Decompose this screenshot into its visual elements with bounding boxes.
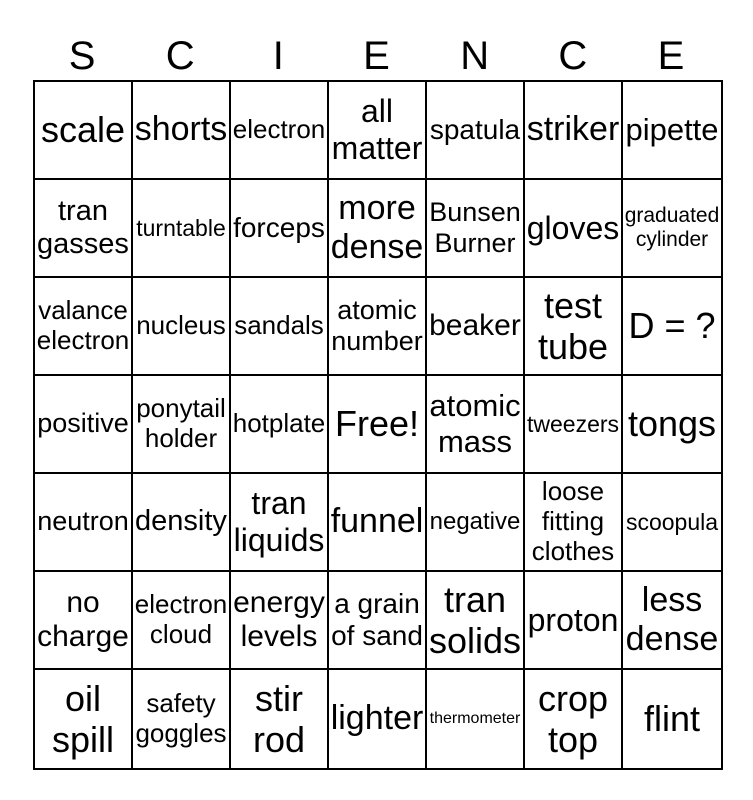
header-letter: C [165, 34, 195, 78]
bingo-cell[interactable]: gloves [525, 180, 623, 278]
bingo-cell[interactable]: atomic number [329, 278, 427, 376]
bingo-cell[interactable]: Bunsen Burner [427, 180, 525, 278]
bingo-cell[interactable]: more dense [329, 180, 427, 278]
bingo-cell[interactable]: tweezers [525, 376, 623, 474]
bingo-cell[interactable]: valance electron [35, 278, 133, 376]
header-letter: E [363, 34, 390, 78]
bingo-cell[interactable]: shorts [133, 82, 231, 180]
bingo-cell[interactable]: tran liquids [231, 474, 329, 572]
bingo-cell[interactable]: electron [231, 82, 329, 180]
bingo-cell[interactable]: density [133, 474, 231, 572]
bingo-cell[interactable]: scale [35, 82, 133, 180]
bingo-cell[interactable]: no charge [35, 572, 133, 670]
bingo-cell[interactable]: hotplate [231, 376, 329, 474]
header-letter: C [558, 34, 588, 78]
bingo-cell[interactable]: graduated cylinder [623, 180, 721, 278]
bingo-board [33, 80, 723, 770]
bingo-cell[interactable]: all matter [329, 82, 427, 180]
bingo-cell[interactable]: less dense [623, 572, 721, 670]
bingo-cell[interactable]: a grain of sand [329, 572, 427, 670]
bingo-cell[interactable]: tran solids [427, 572, 525, 670]
bingo-cell[interactable]: funnel [329, 474, 427, 572]
bingo-cell[interactable]: lighter [329, 670, 427, 768]
bingo-cell[interactable]: electron cloud [133, 572, 231, 670]
bingo-cell[interactable]: pipette [623, 82, 721, 180]
bingo-cell[interactable]: atomic mass [427, 376, 525, 474]
bingo-cell[interactable]: tongs [623, 376, 721, 474]
bingo-cell[interactable]: flint [643, 698, 701, 740]
header-letter: E [657, 34, 685, 78]
bingo-cell[interactable]: stir rod [231, 670, 329, 768]
bingo-cell[interactable]: forceps [231, 180, 329, 278]
bingo-cell[interactable]: striker [525, 82, 623, 180]
bingo-cell[interactable]: scoopula [623, 474, 721, 572]
bingo-cell[interactable]: test tube [525, 278, 623, 376]
bingo-cell[interactable]: spatula [427, 82, 525, 180]
bingo-cell[interactable]: D = ? [623, 278, 721, 376]
bingo-cell[interactable]: turntable [133, 180, 231, 278]
bingo-cell[interactable]: safety goggles [133, 670, 231, 768]
bingo-cell[interactable]: ponytail holder [133, 376, 231, 474]
bingo-cell[interactable]: proton [525, 572, 623, 670]
header-letter: N [460, 34, 490, 78]
bingo-cell[interactable]: energy levels [231, 572, 329, 670]
bingo-cell[interactable]: neutron [35, 474, 133, 572]
header-letter: S [68, 34, 96, 78]
bingo-cell[interactable]: loose fitting clothes [525, 474, 623, 572]
bingo-cell[interactable]: beaker [427, 278, 525, 376]
bingo-cell[interactable]: crop top [525, 670, 623, 768]
bingo-header [33, 32, 720, 80]
bingo-cell[interactable]: oil spill [35, 670, 133, 768]
bingo-cell[interactable]: Free! [329, 376, 427, 474]
bingo-cell[interactable]: negative [427, 474, 525, 572]
bingo-cell[interactable]: sandals [231, 278, 329, 376]
bingo-cell[interactable]: positive [35, 376, 133, 474]
bingo-cell[interactable]: tran gasses [35, 180, 133, 278]
bingo-cell[interactable]: nucleus [133, 278, 231, 376]
bingo-cell[interactable]: thermometer [427, 670, 525, 768]
header-letter: I [272, 34, 284, 78]
